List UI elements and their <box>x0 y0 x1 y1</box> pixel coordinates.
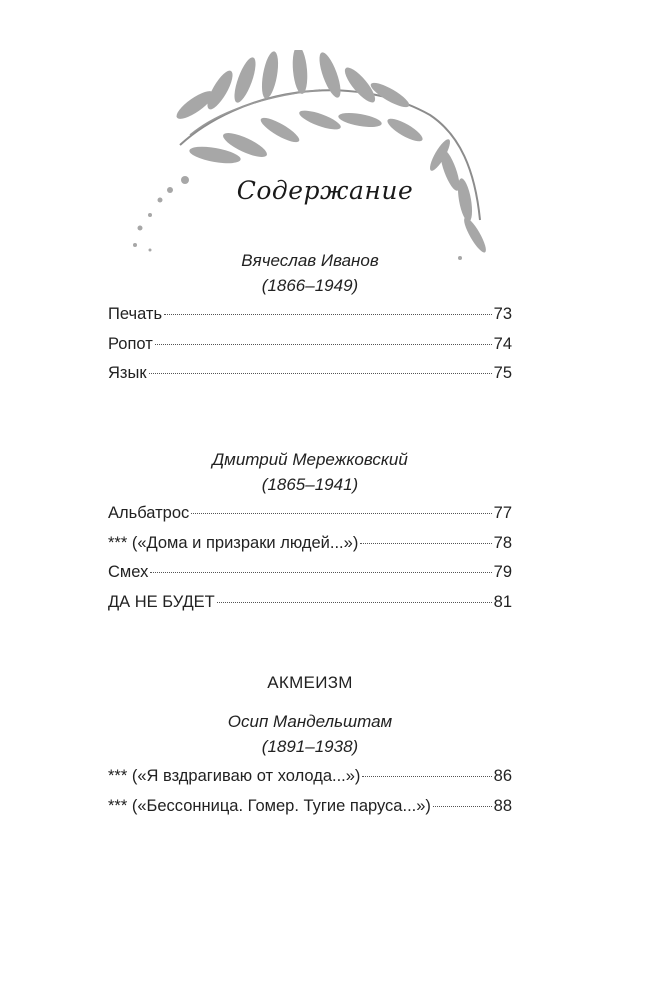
toc-entry-page: 86 <box>493 767 512 785</box>
toc-entry[interactable] <box>108 563 512 593</box>
toc-entry[interactable] <box>108 534 512 564</box>
dot-leader <box>149 373 492 374</box>
toc-entry[interactable] <box>108 767 512 797</box>
toc-entry-title: Ропот <box>108 334 153 353</box>
toc-entry-title: Печать <box>108 305 163 323</box>
toc-list <box>108 305 512 394</box>
dot-leader <box>164 314 492 315</box>
dot-leader <box>362 776 491 777</box>
dot-leader <box>217 602 492 603</box>
toc-entry-title: *** («Дома и призраки людей...») <box>108 533 359 552</box>
dot-leader <box>191 513 491 514</box>
toc-entry-page: 81 <box>493 592 512 611</box>
page-title: Содержание <box>236 176 414 205</box>
toc-entry-page: 75 <box>493 364 512 382</box>
dot-leader <box>360 543 491 544</box>
dot-leader <box>150 572 491 573</box>
toc-list <box>108 767 512 826</box>
toc-list <box>108 504 512 622</box>
toc-entry-title: ДА НЕ БУДЕТ <box>108 592 215 611</box>
toc-entry[interactable] <box>108 504 512 534</box>
author-name: Дмитрий Мережковский <box>212 450 408 469</box>
toc-entry-page: 74 <box>493 334 512 353</box>
toc-entry-page: 88 <box>493 796 512 815</box>
section-title: АКМЕИЗМ <box>267 673 353 692</box>
toc-entry[interactable] <box>108 797 512 827</box>
dot-leader <box>155 344 492 345</box>
author-years: (1865–1941) <box>261 475 359 494</box>
leaf-branch-icon <box>120 50 500 270</box>
toc-entry-title: Язык <box>108 364 147 382</box>
toc-entry-page: 79 <box>493 563 512 581</box>
toc-entry-title: *** («Я вздрагиваю от холода...») <box>108 767 361 785</box>
toc-entry[interactable] <box>108 364 512 394</box>
toc-entry-page: 73 <box>493 305 512 323</box>
toc-entry-title: *** («Бессонница. Гомер. Тугие паруса...») <box>108 796 431 815</box>
toc-entry-page: 77 <box>493 504 512 522</box>
author-years: (1866–1949) <box>261 276 359 295</box>
toc-entry[interactable] <box>108 305 512 335</box>
author-name: Вячеслав Иванов <box>241 251 379 270</box>
toc-entry-page: 78 <box>493 533 512 552</box>
toc-entry[interactable] <box>108 593 512 623</box>
author-years: (1891–1938) <box>261 737 359 756</box>
toc-entry[interactable] <box>108 335 512 365</box>
toc-entry-title: Альбатрос <box>108 504 190 522</box>
toc-entry-title: Смех <box>108 563 149 581</box>
author-name: Осип Мандельштам <box>227 712 393 731</box>
dot-leader <box>433 806 492 807</box>
